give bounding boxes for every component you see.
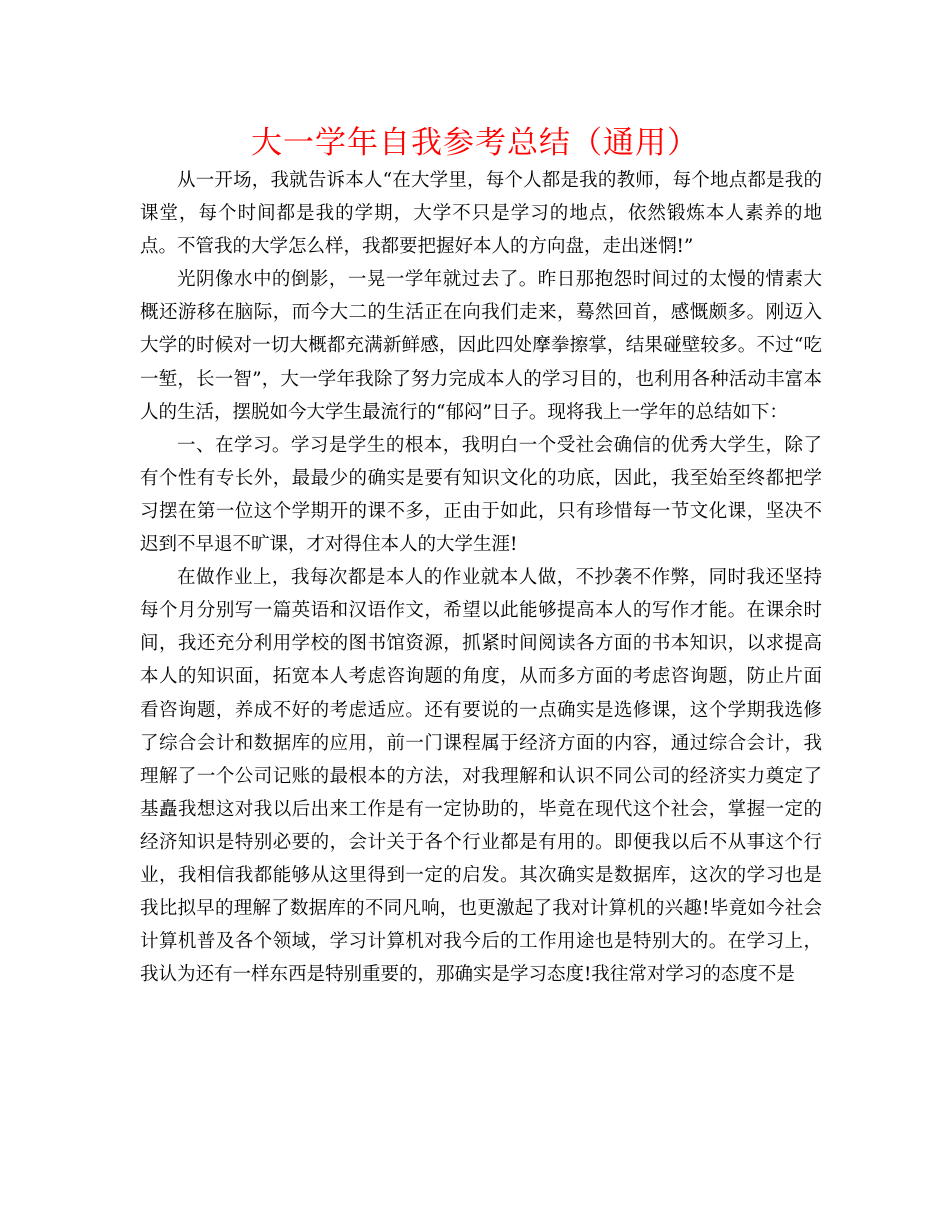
- document-body: [140, 164, 822, 991]
- paragraph-intro-quote: 从一开场，我就告诉本人“在大学里，每个人都是我的教师，每个地点都是我的课堂，每个时间都是我的学期，大学不只是学习的地点，依然锻炼本人素养的地点。不管我的大学怎么样，我都要把握好本人的方向盘，走出迷惘!”: [140, 170, 822, 258]
- paragraph-study: 一、在学习。学习是学生的根本，我明白一个受社会确信的优秀大学生，除了有个性有专长外，最最少的确实是要有知识文化的功底，因此，我至始至终都把学习摆在第一位这个学期开的课不多，正由于如此，只有珍惜每一节文化课，坚决不迟到不早退不旷课，才对得住本人的大学生涯!: [140, 434, 822, 556]
- document-title: 大一学年自我参考总结（通用）: [251, 125, 699, 161]
- paragraph-year-review: 光阴像水中的倒影，一晃一学年就过去了。昨日那抱怨时间过的太慢的情素大概还游移在脑际，而今大二的生活正在向我们走来，蓦然回首，感慨颇多。刚迈入大学的时候对一切大概都充满新鲜感，因此四处摩拳擦掌，结果碰壁较多。不过“吃一堑，长一智”，大一学年我除了努力完成本人的学习目的，也利用各种活动丰富本人的生活，摆脱如今大学生最流行的“郁闷”日子。现将我上一学年的总结如下：: [140, 269, 822, 423]
- paragraph-homework: 在做作业上，我每次都是本人的作业就本人做，不抄袭不作弊，同时我还坚持每个月分别写一篇英语和汉语作文，希望以此能够提高本人的写作才能。在课余时间，我还充分利用学校的图书馆资源，抓紧时间阅读各方面的书本知识，以求提高本人的知识面，拓宽本人考虑咨询题的角度，从而多方面的考虑咨询题，防止片面看咨询题，养成不好的考虑适应。还有要说的一点确实是选修课，这个学期我选修了综合会计和数据库的应用，前一门课程属于经济方面的内容，通过综合会计，我理解了一个公司记账的最根本的方法，对我理解和认识不同公司的经济实力奠定了基矗我想这对我以后出来工作是有一定协助的，毕竟在现代这个社会，掌握一定的经济知识是特别必要的，会计关于各个行业都是有用的。即便我以后不从事这个行业，我相信我都能够从这里得到一定的启发。其次确实是数据库，这次的学习也是我比拟早的理解了数据库的不同凡响，也更激起了我对计算机的兴趣!毕竟如今社会计算机普及各个领域，学习计算机对我今后的工作用途也是特别大的。在学习上，我认为还有一样东西是特别重要的，那确实是学习态度!我往常对学习的态度不是: [140, 567, 822, 986]
